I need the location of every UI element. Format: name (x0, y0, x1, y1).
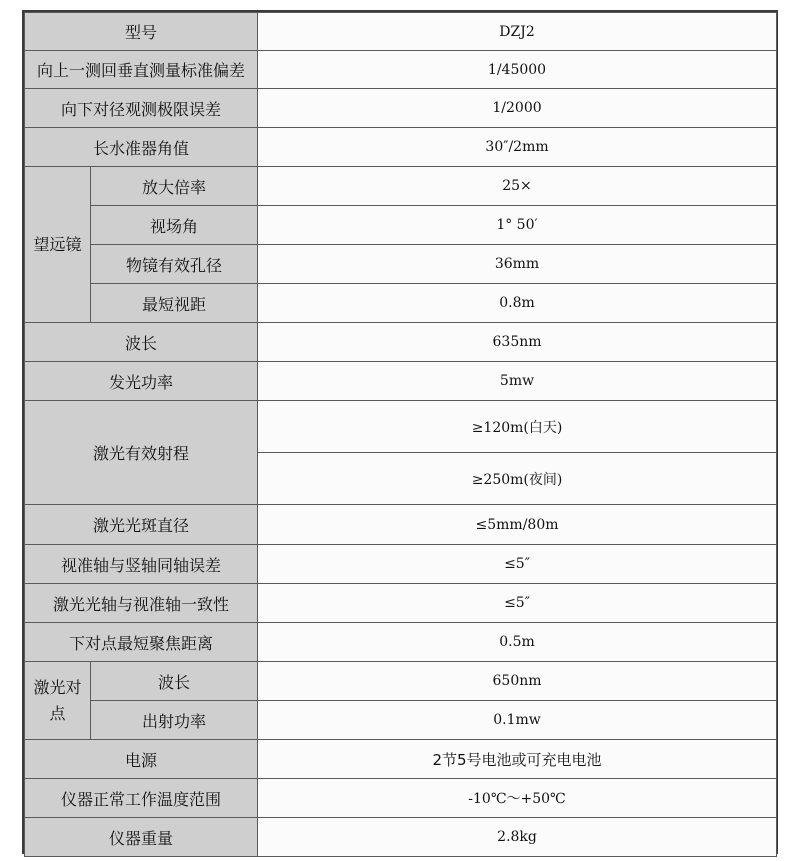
spec-label: 仪器正常工作温度范围 (25, 779, 258, 818)
spec-sublabel: 视场角 (91, 206, 258, 245)
spec-label: 视准轴与竖轴同轴误差 (25, 545, 258, 584)
spec-value: 1/2000 (258, 89, 777, 128)
table-row (25, 701, 777, 740)
table-row (25, 89, 777, 128)
table-row (25, 323, 777, 362)
spec-value: 2.8kg (258, 818, 777, 857)
table-row (25, 128, 777, 167)
group-label-laser-plummet (25, 662, 91, 740)
spec-sublabel: 波长 (91, 662, 258, 701)
spec-value: 25× (258, 167, 777, 206)
spec-label: 发光功率 (25, 362, 258, 401)
spec-sheet (22, 10, 778, 854)
spec-label: 波长 (25, 323, 258, 362)
spec-value: ≤5″ (258, 584, 777, 623)
spec-value: 0.8m (258, 284, 777, 323)
table-row (25, 584, 777, 623)
spec-value-day-range: ≥120m(白天) (258, 401, 777, 453)
spec-value-night-range: ≥250m(夜间) (258, 453, 777, 505)
spec-value: 650nm (258, 662, 777, 701)
table-row (25, 362, 777, 401)
table-row (25, 206, 777, 245)
spec-sublabel: 物镜有效孔径 (91, 245, 258, 284)
table-row (25, 779, 777, 818)
spec-label: 激光光斑直径 (25, 505, 258, 545)
group-label-text: 激光对点 (33, 677, 82, 723)
spec-label: 电源 (25, 740, 258, 779)
spec-value: ≤5mm/80m (258, 505, 777, 545)
spec-label: 激光光轴与视准轴一致性 (25, 584, 258, 623)
spec-value: 36mm (258, 245, 777, 284)
table-row (25, 245, 777, 284)
spec-label: 下对点最短聚焦距离 (25, 623, 258, 662)
spec-label: 长水准器角值 (25, 128, 258, 167)
spec-label: 向上一测回垂直测量标准偏差 (25, 51, 258, 89)
spec-value-model: DZJ2 (258, 13, 777, 51)
table-row (25, 167, 777, 206)
spec-value: 1° 50′ (258, 206, 777, 245)
spec-value: 5mw (258, 362, 777, 401)
table-row (25, 401, 777, 453)
spec-sublabel: 出射功率 (91, 701, 258, 740)
spec-value: 0.1mw (258, 701, 777, 740)
spec-sublabel: 放大倍率 (91, 167, 258, 206)
table-row (25, 545, 777, 584)
table-row (25, 740, 777, 779)
table-row (25, 818, 777, 857)
spec-value: 2节5号电池或可充电电池 (258, 740, 777, 779)
spec-value: 0.5m (258, 623, 777, 662)
table-row (25, 662, 777, 701)
spec-value: 635nm (258, 323, 777, 362)
spec-label: 向下对径观测极限误差 (25, 89, 258, 128)
spec-value: ≤5″ (258, 545, 777, 584)
spec-label-model: 型号 (25, 13, 258, 51)
spec-table (24, 12, 777, 857)
table-row (25, 13, 777, 51)
table-row (25, 51, 777, 89)
table-row (25, 623, 777, 662)
spec-value: 1/45000 (258, 51, 777, 89)
table-row (25, 505, 777, 545)
spec-label: 仪器重量 (25, 818, 258, 857)
spec-value: 30″/2mm (258, 128, 777, 167)
group-label-telescope: 望远镜 (25, 167, 91, 323)
spec-value: -10℃～+50℃ (258, 779, 777, 818)
spec-sublabel: 最短视距 (91, 284, 258, 323)
spec-label-laser-range: 激光有效射程 (25, 401, 258, 505)
table-row (25, 284, 777, 323)
